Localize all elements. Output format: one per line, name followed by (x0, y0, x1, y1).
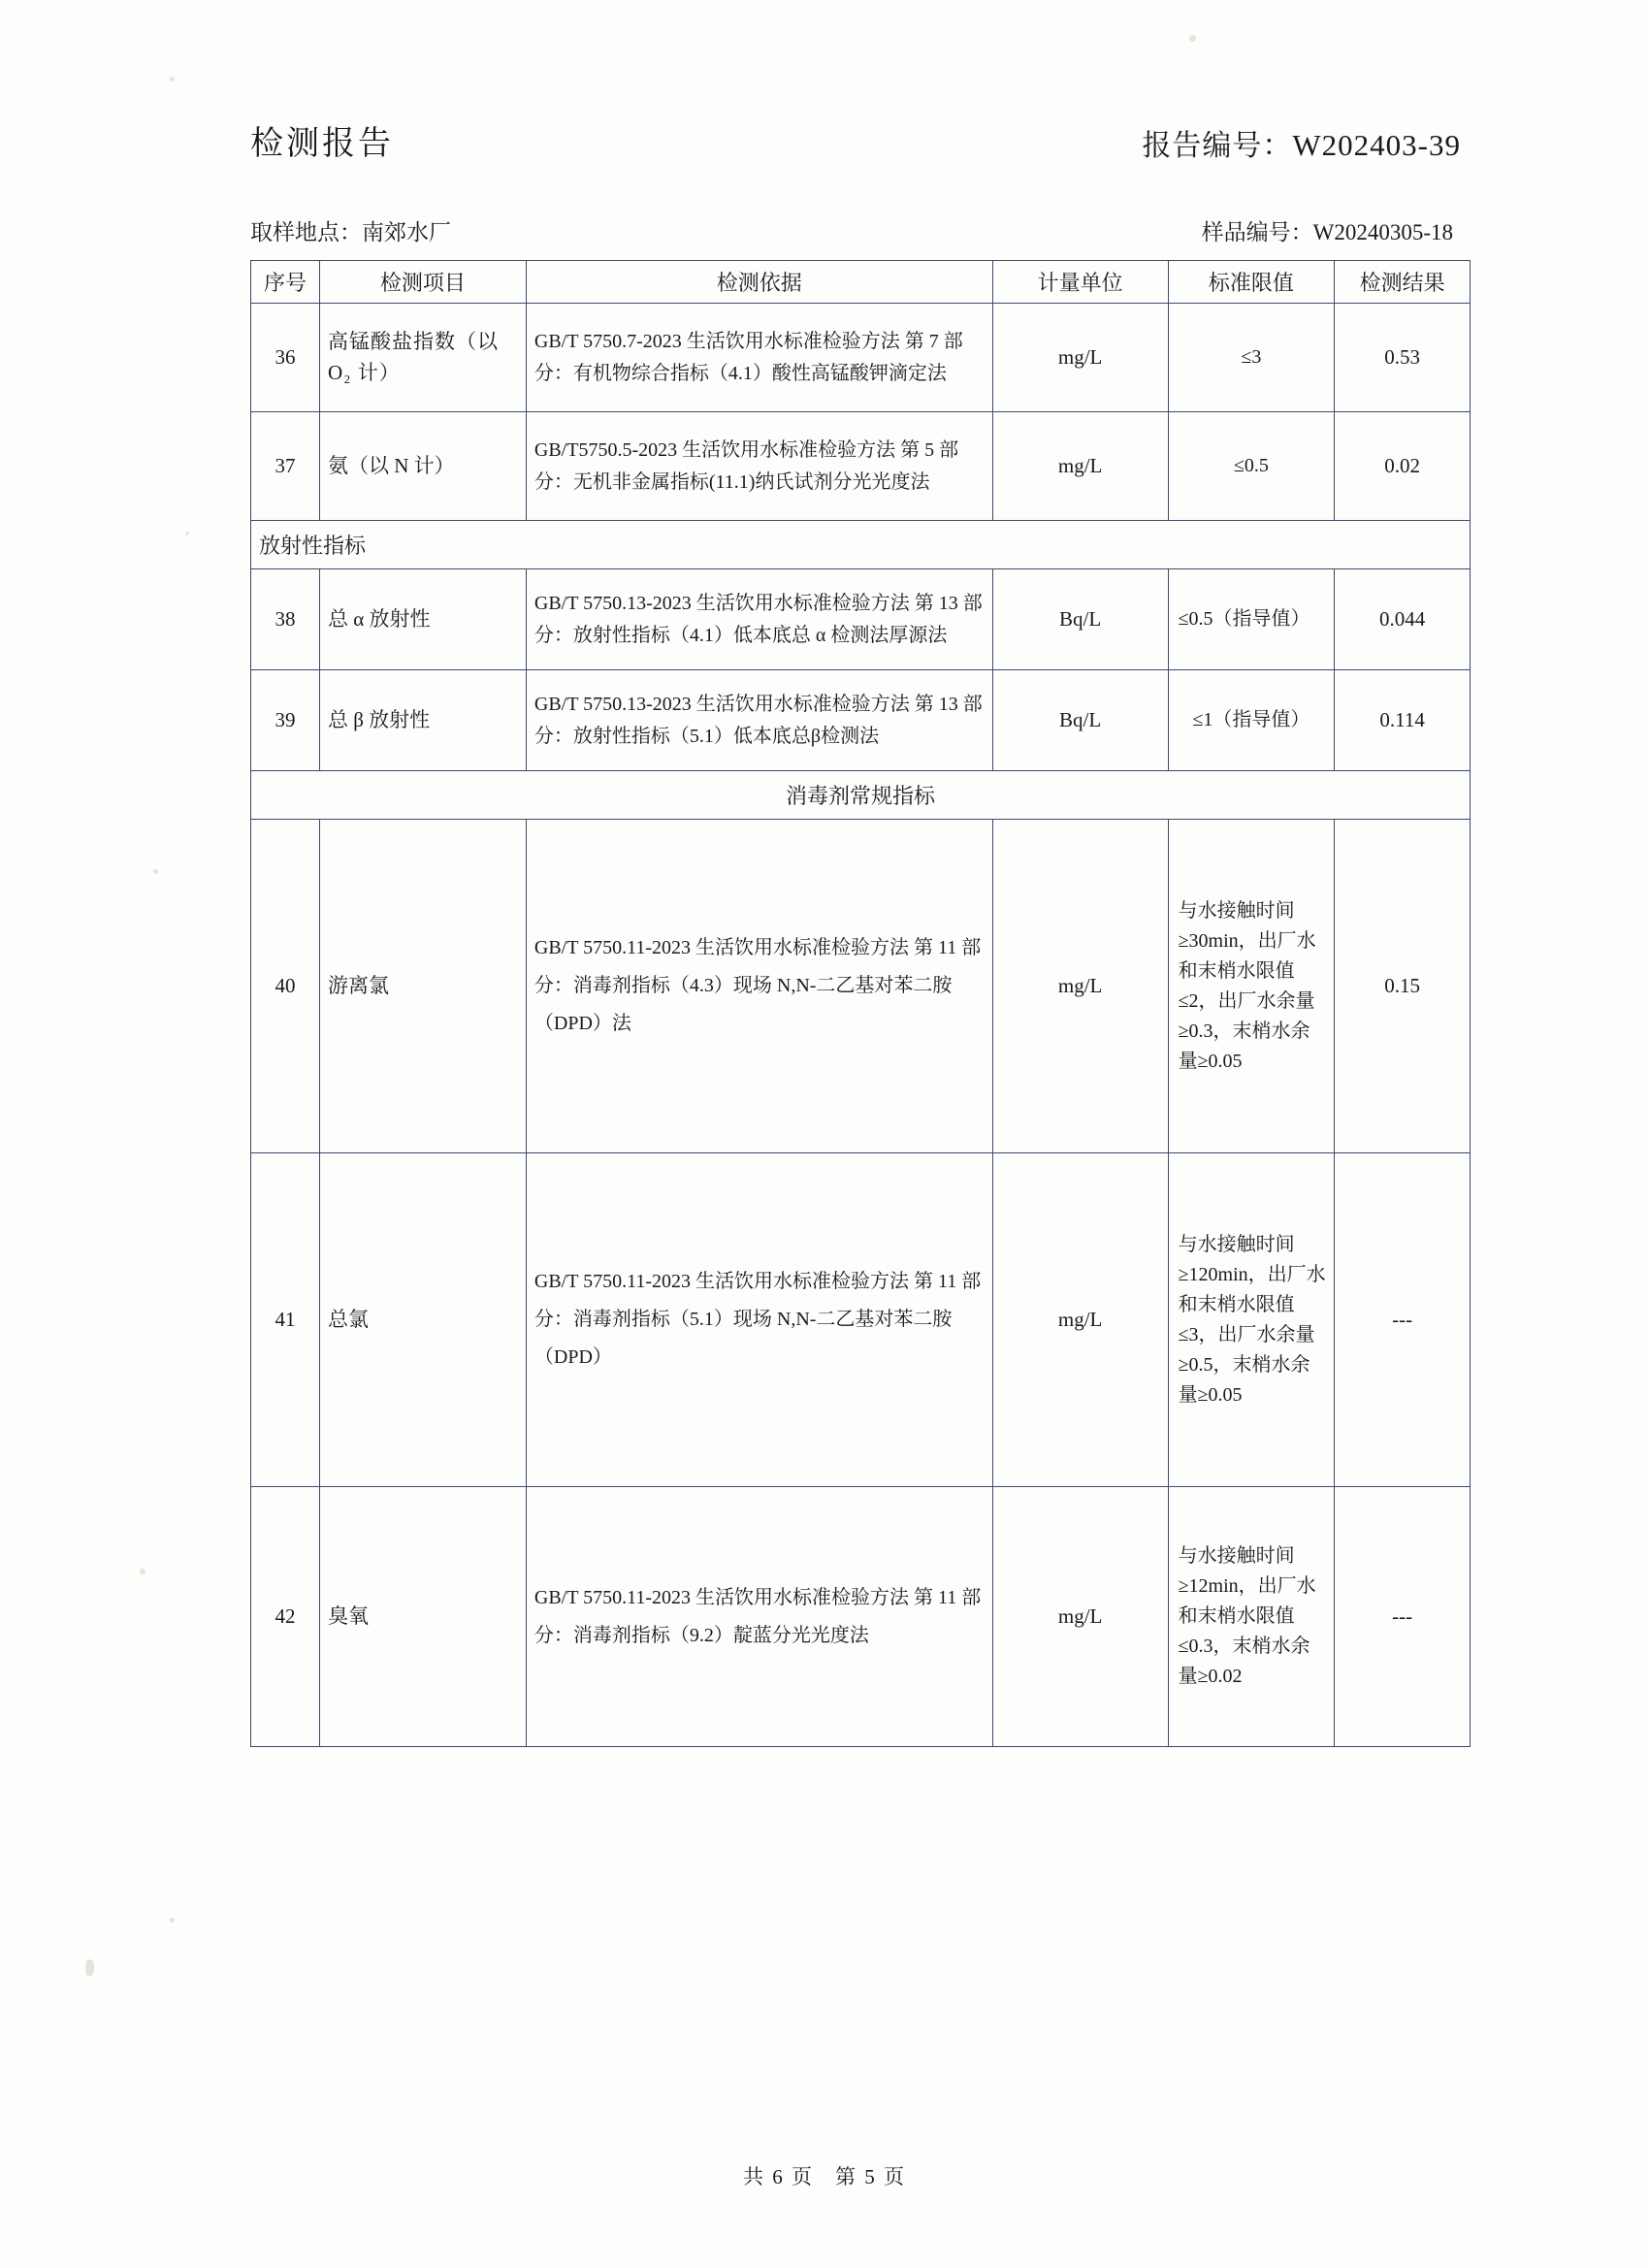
row-unit: mg/L (992, 412, 1168, 521)
row-no: 38 (251, 569, 320, 670)
section-title-radioactivity: 放射性指标 (251, 521, 1471, 569)
column-header-basis: 检测依据 (526, 261, 992, 304)
table-row (251, 670, 1471, 771)
row-unit: mg/L (992, 820, 1168, 1153)
row-limit: 与水接触时间≥120min，出厂水和末梢水限值≤3，出厂水余量≥0.5，末梢水余量≥0.05 (1168, 1153, 1335, 1487)
row-unit: mg/L (992, 1153, 1168, 1487)
row-unit: mg/L (992, 304, 1168, 412)
scan-speck (140, 1569, 146, 1574)
total-pages: 共 6 页 (743, 2165, 814, 2188)
row-limit: 与水接触时间≥30min，出厂水和末梢水限值≤2，出厂水余量≥0.3，末梢水余量≥0.05 (1168, 820, 1335, 1153)
table-row (251, 820, 1471, 1153)
column-header-limit: 标准限值 (1168, 261, 1335, 304)
table-row (251, 412, 1471, 521)
report-number-value: W202403-39 (1292, 128, 1461, 162)
scan-speck (153, 869, 158, 874)
row-item: 总 β 放射性 (319, 670, 526, 771)
page-title: 检测报告 (250, 126, 394, 162)
sample-number (1202, 214, 1471, 246)
report-number (1142, 121, 1471, 164)
row-no: 40 (251, 820, 320, 1153)
row-basis: GB/T 5750.11-2023 生活饮用水标准检验方法 第 11 部分：消毒剂指标（9.2）靛蓝分光光度法 (526, 1487, 992, 1747)
row-item: 总氯 (319, 1153, 526, 1487)
row-limit: ≤0.5 (1168, 412, 1335, 521)
table-row (251, 304, 1471, 412)
row-item: 总 α 放射性 (319, 569, 526, 670)
row-no: 41 (251, 1153, 320, 1487)
row-result: --- (1335, 1153, 1471, 1487)
row-basis: GB/T 5750.13-2023 生活饮用水标准检验方法 第 13 部分：放射性指标（5.1）低本底总β检测法 (526, 670, 992, 771)
column-header-result: 检测结果 (1335, 261, 1471, 304)
row-item: 臭氧 (319, 1487, 526, 1747)
row-no: 37 (251, 412, 320, 521)
report-number-label: 报告编号： (1142, 130, 1293, 162)
table-header-row (251, 261, 1471, 304)
row-item: 氨（以 N 计） (319, 412, 526, 521)
column-header-unit: 计量单位 (992, 261, 1168, 304)
page-footer (0, 2161, 1649, 2190)
sample-number-value: W20240305-18 (1312, 220, 1453, 244)
row-limit: ≤1（指导值） (1168, 670, 1335, 771)
report-content (250, 116, 1471, 1747)
table-row (251, 1153, 1471, 1487)
row-unit: Bq/L (992, 569, 1168, 670)
current-page: 第 5 页 (835, 2165, 906, 2188)
scan-speck (170, 77, 175, 81)
section-header-row (251, 521, 1471, 569)
scan-speck (1189, 35, 1196, 42)
row-basis: GB/T5750.5-2023 生活饮用水标准检验方法 第 5 部分：无机非金属指标(11.1)纳氏试剂分光光度法 (526, 412, 992, 521)
test-results-table (250, 260, 1471, 1747)
table-row (251, 569, 1471, 670)
row-limit: ≤3 (1168, 304, 1335, 412)
section-title-disinfectant: 消毒剂常规指标 (251, 771, 1471, 820)
column-header-item: 检测项目 (319, 261, 526, 304)
row-unit: mg/L (992, 1487, 1168, 1747)
row-no: 42 (251, 1487, 320, 1747)
report-subheader (250, 214, 1471, 246)
table-header (251, 261, 1471, 304)
row-result: --- (1335, 1487, 1471, 1747)
row-item: 游离氯 (319, 820, 526, 1153)
row-result: 0.044 (1335, 569, 1471, 670)
table-row (251, 1487, 1471, 1747)
row-basis: GB/T 5750.11-2023 生活饮用水标准检验方法 第 11 部分：消毒剂指标（5.1）现场 N,N-二乙基对苯二胺（DPD） (526, 1153, 992, 1487)
column-header-no: 序号 (251, 261, 320, 304)
row-result: 0.15 (1335, 820, 1471, 1153)
row-limit: ≤0.5（指导值） (1168, 569, 1335, 670)
scan-speck (185, 532, 189, 535)
row-result: 0.114 (1335, 670, 1471, 771)
sample-number-label: 样品编号： (1201, 220, 1313, 244)
row-result: 0.02 (1335, 412, 1471, 521)
row-item: 高锰酸盐指数（以 O₂ 计） (319, 304, 526, 412)
row-limit: 与水接触时间≥12min，出厂水和末梢水限值≤0.3，末梢水余量≥0.02 (1168, 1487, 1335, 1747)
row-basis: GB/T 5750.7-2023 生活饮用水标准检验方法 第 7 部分：有机物综合指标（4.1）酸性高锰酸钾滴定法 (526, 304, 992, 412)
sampling-location: 取样地点：南郊水厂 (250, 220, 451, 244)
row-basis: GB/T 5750.11-2023 生活饮用水标准检验方法 第 11 部分：消毒剂指标（4.3）现场 N,N-二乙基对苯二胺（DPD）法 (526, 820, 992, 1153)
scan-speck (170, 1918, 175, 1923)
row-basis: GB/T 5750.13-2023 生活饮用水标准检验方法 第 13 部分：放射性指标（4.1）低本底总 α 检测法厚源法 (526, 569, 992, 670)
section-header-row (251, 771, 1471, 820)
row-result: 0.53 (1335, 304, 1471, 412)
report-header (250, 116, 1471, 164)
scan-speck (85, 1960, 94, 1976)
row-no: 36 (251, 304, 320, 412)
row-unit: Bq/L (992, 670, 1168, 771)
row-no: 39 (251, 670, 320, 771)
